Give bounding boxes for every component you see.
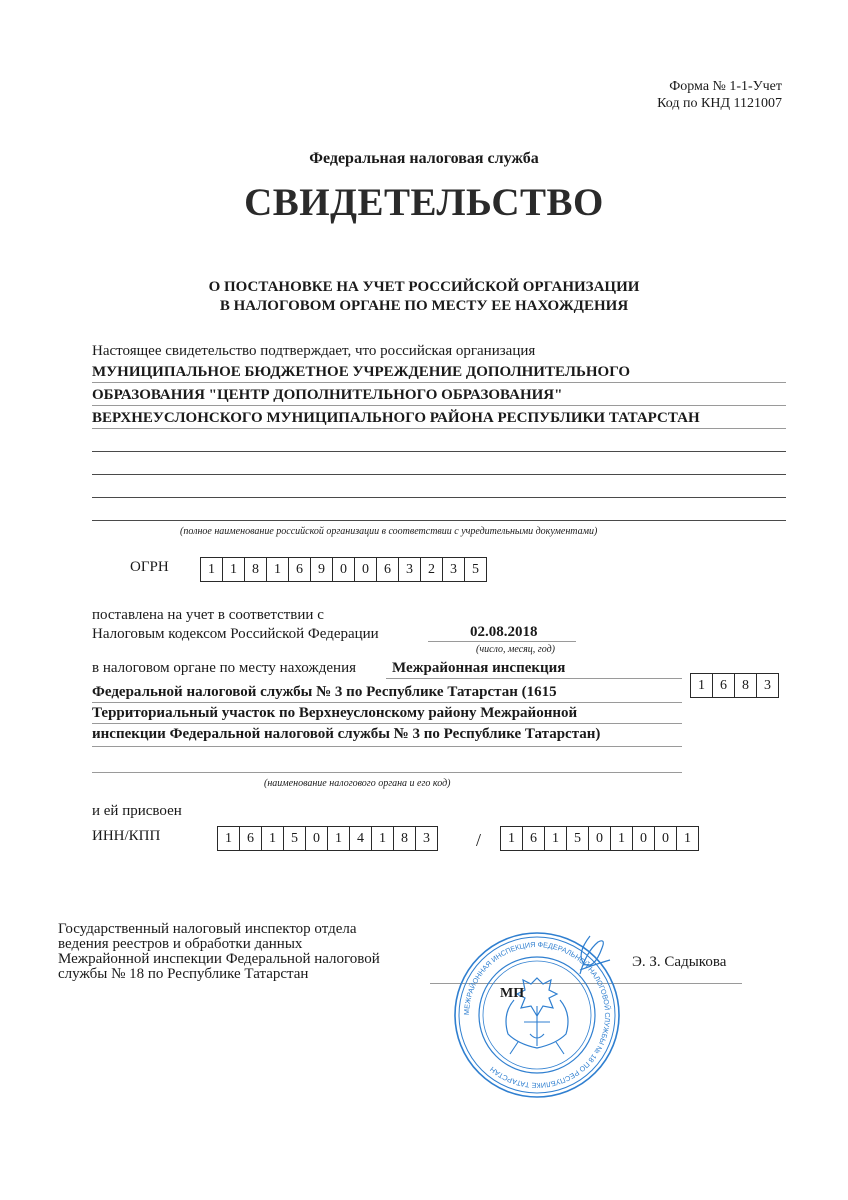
form-identifier: [657, 78, 782, 112]
form-number: Форма № 1-1-Учет: [669, 79, 782, 94]
signatory-title: [58, 922, 380, 982]
inn-cells: [217, 826, 438, 851]
knd-code: Код по КНД 1121007: [657, 96, 782, 111]
blank-line: [92, 772, 682, 773]
ogrn-digit: 9: [311, 558, 333, 581]
kpp-digit: 5: [567, 827, 589, 850]
ogrn-digit: 0: [333, 558, 355, 581]
inn-digit: 1: [262, 827, 284, 850]
issuing-service: Федеральная налоговая служба: [309, 150, 539, 167]
inn-digit: 1: [328, 827, 350, 850]
org-name-line-3: ВЕРХНЕУСЛОНСКОГО МУНИЦИПАЛЬНОГО РАЙОНА РЕСПУБЛИКИ ТАТАРСТАН: [92, 410, 700, 426]
ogrn-digit: 0: [355, 558, 377, 581]
signature-icon: [560, 930, 620, 990]
inn-digit: 8: [394, 827, 416, 850]
ogrn-cells: [200, 557, 487, 582]
seal-place-mark: МП: [500, 986, 525, 1001]
ogrn-digit: 1: [267, 558, 289, 581]
inn-digit: 1: [218, 827, 240, 850]
tax-authority-caption: (наименование налогового органа и его код): [264, 778, 451, 789]
signatory-name: Э. З. Садыкова: [632, 954, 727, 970]
tax-code-digit: 1: [691, 674, 713, 697]
registration-date: 02.08.2018: [470, 624, 538, 640]
seal-ring-text: МЕЖРАЙОННАЯ ИНСПЕКЦИЯ ФЕДЕРАЛЬНОЙ НАЛОГОВОЙ СЛУЖБЫ № 18 ПО РЕСПУБЛИКЕ ТАТАРСТАН: [461, 939, 613, 1091]
registration-line-2: Налоговым кодексом Российской Федерации: [92, 626, 379, 642]
blank-line: [92, 474, 786, 475]
tax-code-digit: 8: [735, 674, 757, 697]
document-subtitle: [0, 278, 848, 316]
kpp-digit: 0: [633, 827, 655, 850]
inn-digit: 4: [350, 827, 372, 850]
kpp-digit: 1: [611, 827, 633, 850]
underline: [386, 678, 682, 679]
assigned-text: и ей присвоен: [92, 803, 182, 819]
kpp-digit: 0: [589, 827, 611, 850]
signatory-line-4: службы № 18 по Республике Татарстан: [58, 966, 309, 982]
kpp-cells: [500, 826, 699, 851]
org-name-caption: (полное наименование российской организации в соответствии с учредительными документами): [180, 526, 598, 537]
inn-digit: 5: [284, 827, 306, 850]
tax-authority-code-cells: [690, 673, 779, 698]
underline: [92, 405, 786, 406]
ogrn-digit: 8: [245, 558, 267, 581]
ogrn-digit: 2: [421, 558, 443, 581]
ogrn-digit: 3: [399, 558, 421, 581]
inn-digit: 0: [306, 827, 328, 850]
kpp-digit: 1: [545, 827, 567, 850]
intro-text: Настоящее свидетельство подтверждает, что российская организация: [92, 343, 536, 359]
ogrn-digit: 5: [472, 562, 479, 577]
tax-authority-line-2: Федеральной налоговой службы № 3 по Республике Татарстан (1615: [92, 684, 557, 700]
ogrn-digit: 3: [443, 558, 465, 581]
ogrn-digit: 1: [201, 558, 223, 581]
tax-code-digit: 3: [764, 678, 771, 693]
signatory-line-2: ведения реестров и обработки данных: [58, 936, 303, 952]
underline: [92, 723, 682, 724]
tax-authority-intro: в налоговом органе по месту нахождения: [92, 660, 357, 676]
tax-authority-line-1: Межрайонная инспекция: [392, 660, 566, 676]
inn-kpp-separator: /: [476, 830, 482, 850]
tax-authority-line-3: Территориальный участок по Верхнеуслонскому району Межрайонной: [92, 705, 578, 721]
date-caption: (число, месяц, год): [476, 644, 555, 655]
ogrn-digit: 6: [289, 558, 311, 581]
kpp-digit: 1: [501, 827, 523, 850]
tax-authority-line-4: инспекции Федеральной налоговой службы № 3 по Республике Татарстан): [92, 726, 601, 742]
blank-line: [92, 451, 786, 452]
blank-line: [92, 520, 786, 521]
inn-kpp-label: ИНН/КПП: [92, 828, 161, 844]
signatory-line-1: Государственный налоговый инспектор отдела: [58, 921, 357, 937]
inn-digit: 1: [372, 827, 394, 850]
tax-code-digit: 6: [713, 674, 735, 697]
signatory-line-3: Межрайонной инспекции Федеральной налоговой: [58, 951, 380, 967]
blank-line: [92, 497, 786, 498]
org-name-line-2: ОБРАЗОВАНИЯ "ЦЕНТР ДОПОЛНИТЕЛЬНОГО ОБРАЗОВАНИЯ": [92, 387, 563, 403]
inn-digit: 3: [423, 831, 430, 846]
kpp-digit: 1: [684, 831, 691, 846]
ogrn-digit: 6: [377, 558, 399, 581]
underline: [92, 702, 682, 703]
ogrn-digit: 1: [223, 558, 245, 581]
date-underline: [428, 641, 576, 642]
document-title: СВИДЕТЕЛЬСТВО: [244, 181, 604, 224]
ogrn-label: ОГРН: [130, 559, 169, 575]
underline: [92, 746, 682, 747]
kpp-digit: 0: [655, 827, 677, 850]
registration-line-1: поставлена на учет в соответствии с: [92, 607, 324, 623]
kpp-digit: 6: [523, 827, 545, 850]
subtitle-line-2: В НАЛОГОВОМ ОРГАНЕ ПО МЕСТУ ЕЕ НАХОЖДЕНИЯ: [219, 298, 629, 314]
underline: [92, 382, 786, 383]
subtitle-line-1: О ПОСТАНОВКЕ НА УЧЕТ РОССИЙСКОЙ ОРГАНИЗАЦИИ: [208, 279, 640, 295]
underline: [92, 428, 786, 429]
inn-digit: 6: [240, 827, 262, 850]
org-name-line-1: МУНИЦИПАЛЬНОЕ БЮДЖЕТНОЕ УЧРЕЖДЕНИЕ ДОПОЛНИТЕЛЬНОГО: [92, 364, 631, 380]
